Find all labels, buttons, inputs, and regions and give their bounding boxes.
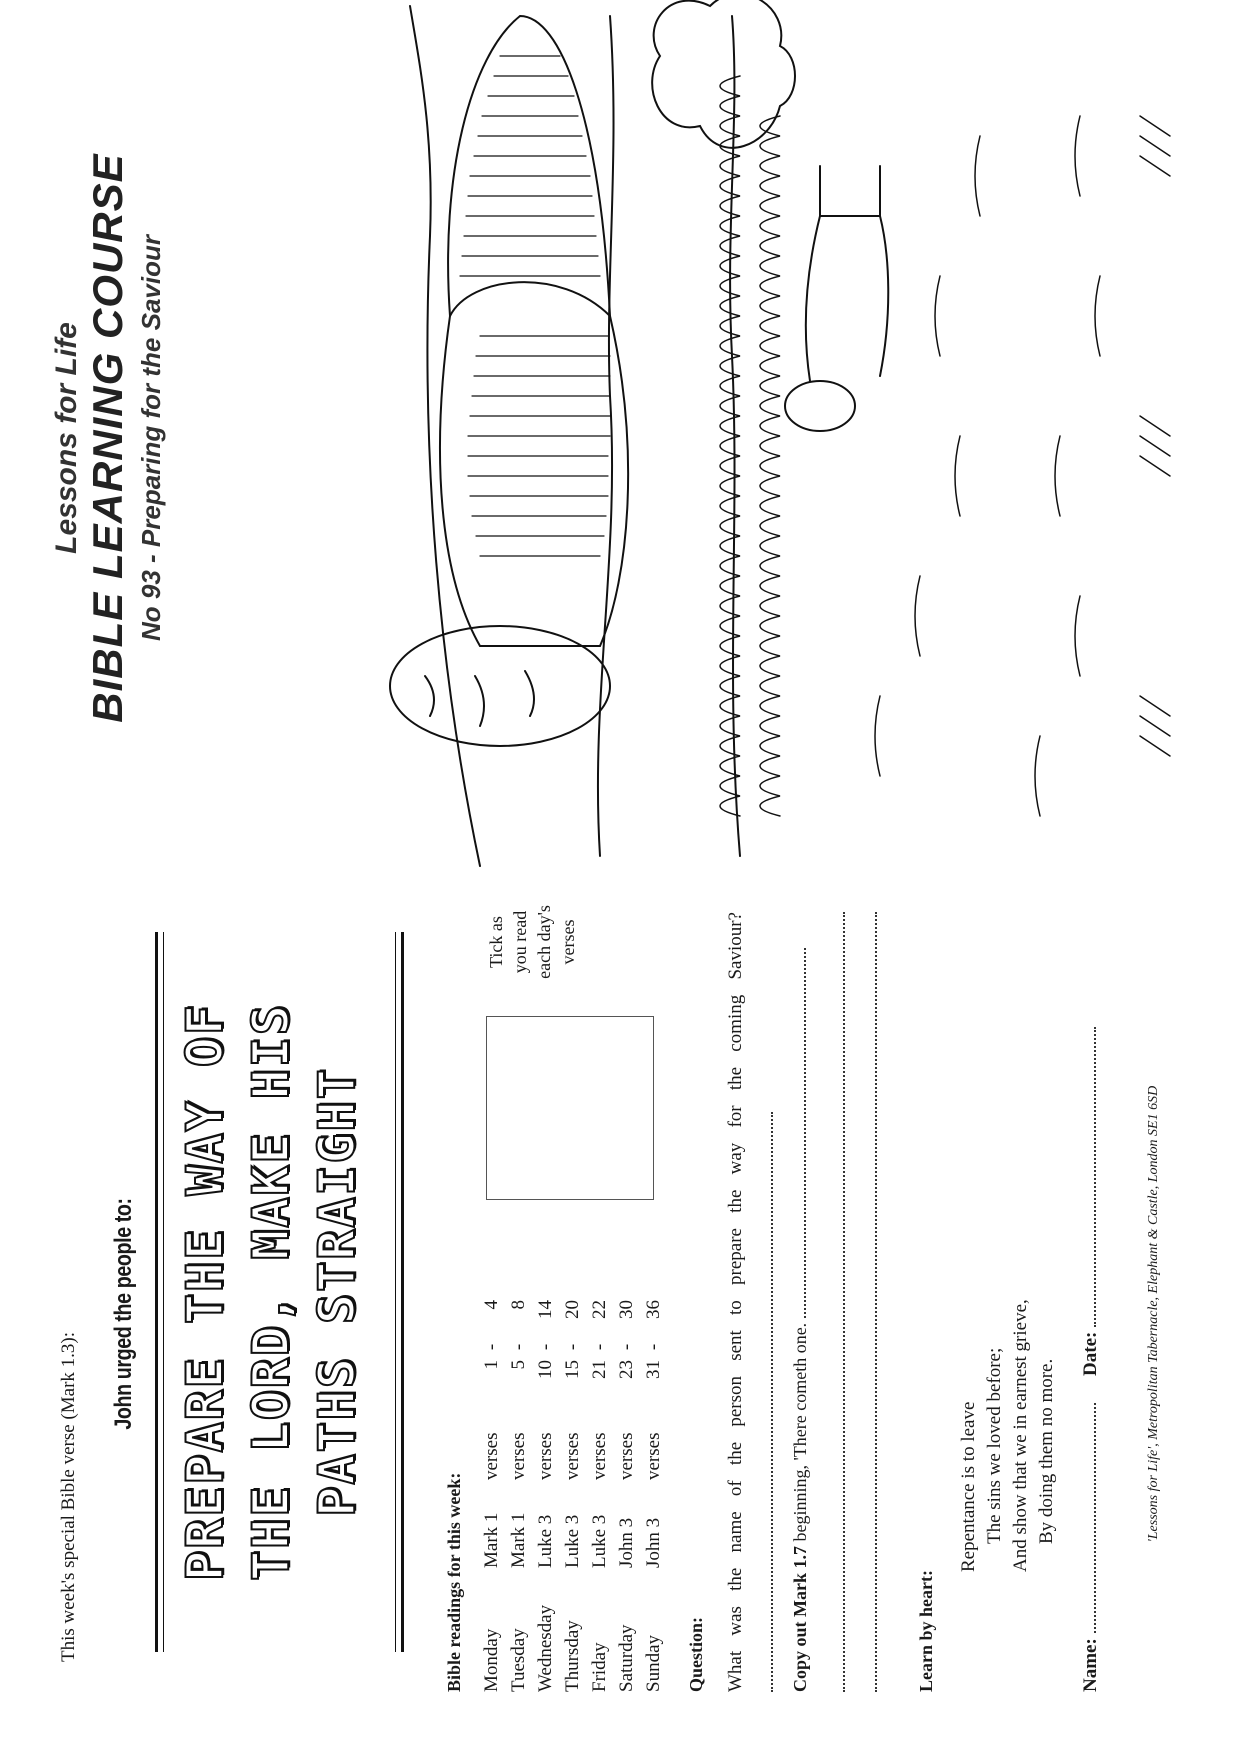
reading-dash: - <box>616 1343 637 1351</box>
verse-lead: John urged the people to: <box>110 1198 137 1430</box>
reading-day: Saturday <box>616 1624 637 1692</box>
poem-line: And show that we in earnest grieve, <box>1010 1299 1031 1572</box>
date-field[interactable] <box>1094 1027 1096 1327</box>
tick-line: verses <box>558 919 578 965</box>
reading-dash: - <box>535 1343 556 1351</box>
reading-verses-word: verses <box>562 1432 583 1480</box>
course-title: BIBLE LEARNING COURSE <box>84 153 131 723</box>
reading-day: Monday <box>481 1628 502 1692</box>
reading-verses-word: verses <box>508 1432 529 1480</box>
reading-day: Friday <box>589 1642 610 1692</box>
reading-day: Wednesday <box>535 1604 556 1692</box>
question-heading: Question: <box>686 1616 706 1692</box>
tick-line: Tick as <box>486 916 506 968</box>
reading-dash: - <box>562 1343 583 1351</box>
reading-dash: - <box>589 1343 610 1351</box>
reading-verses-word: verses <box>589 1432 610 1480</box>
reading-from: 15 <box>562 1360 583 1379</box>
reading-verses-word: verses <box>535 1432 556 1480</box>
reading-day: Tuesday <box>508 1628 529 1692</box>
reading-verses-word: verses <box>481 1432 502 1480</box>
name-date-row <box>1080 912 1102 1692</box>
reading-to: 4 <box>481 1300 502 1310</box>
verse-rule-top <box>155 932 164 1652</box>
readings-heading: Bible readings for this week: <box>444 1472 464 1692</box>
verse-line-1: PREPARE THE WAY OF <box>176 1003 234 1581</box>
reading-to: 8 <box>508 1300 529 1310</box>
reading-book: Luke 3 <box>535 1514 556 1568</box>
reading-from: 10 <box>535 1360 556 1379</box>
reading-book: Luke 3 <box>562 1514 583 1568</box>
reading-row <box>532 1300 559 1692</box>
reading-to: 30 <box>616 1300 637 1319</box>
copy-line-2[interactable] <box>842 912 845 1692</box>
verse-line-3: PATHS STRAIGHT <box>308 1067 366 1517</box>
footer-address: 'Lessons for Life', Metropolitan Tabernacle, Elephant & Castle, London SE1 6SD <box>1146 1085 1161 1543</box>
reading-row <box>640 1300 667 1692</box>
reading-dash: - <box>508 1343 529 1351</box>
special-verse-intro: This week's special Bible verse (Mark 1.3): <box>58 1331 79 1662</box>
poem-line: Repentance is to leave <box>958 1401 979 1572</box>
reading-dash: - <box>481 1343 502 1351</box>
reading-verses-word: verses <box>643 1432 664 1480</box>
date-label: Date: <box>1080 1331 1101 1376</box>
tick-line: each day's <box>534 905 554 979</box>
learn-heading: Learn by heart: <box>916 1570 936 1692</box>
reading-to: 22 <box>589 1300 610 1319</box>
reading-book: Luke 3 <box>589 1514 610 1568</box>
reading-day: Sunday <box>643 1635 664 1692</box>
reading-day: Thursday <box>562 1620 583 1692</box>
poem-line: The sins we loved before; <box>984 1347 1005 1544</box>
memory-poem <box>956 1299 1060 1572</box>
reading-from: 21 <box>589 1360 610 1379</box>
copy-line-1[interactable] <box>804 948 806 1318</box>
name-field[interactable] <box>1094 1403 1096 1633</box>
lesson-panel <box>0 876 1240 1752</box>
tick-line: you read <box>510 910 530 974</box>
tick-box[interactable] <box>486 1016 654 1200</box>
series-title: Lessons for Life <box>50 322 83 554</box>
copy-line-3[interactable] <box>874 912 877 1692</box>
reading-row <box>613 1300 640 1692</box>
copy-rest: beginning, 'There cometh one. <box>790 1322 810 1546</box>
reading-book: John 3 <box>616 1517 637 1568</box>
reading-from: 5 <box>508 1360 529 1370</box>
reading-to: 14 <box>535 1300 556 1319</box>
reading-to: 36 <box>643 1300 664 1319</box>
question-text <box>720 912 784 1692</box>
reading-row <box>586 1300 613 1692</box>
reading-verses-word: verses <box>616 1432 637 1480</box>
reading-from: 23 <box>616 1360 637 1379</box>
reading-book: Mark 1 <box>508 1512 529 1568</box>
verse-rule-bottom <box>395 932 404 1652</box>
special-verse <box>172 932 370 1652</box>
readings-table <box>478 1300 667 1692</box>
reading-book: Mark 1 <box>481 1512 502 1568</box>
answer-line[interactable] <box>771 1112 773 1692</box>
name-label: Name: <box>1080 1638 1101 1692</box>
reading-from: 31 <box>643 1360 664 1379</box>
question-body: What was the name of the person sent to prepare the way for the coming Saviour? <box>725 912 746 1692</box>
reading-from: 1 <box>481 1360 502 1370</box>
reading-book: John 3 <box>643 1517 664 1568</box>
baptism-illustration <box>180 0 1230 876</box>
reading-row <box>478 1300 505 1692</box>
reading-row <box>505 1300 532 1692</box>
verse-line-2: THE LORD, MAKE HIS <box>242 1003 300 1581</box>
copy-instruction <box>790 912 811 1692</box>
reading-row <box>559 1300 586 1692</box>
lesson-title: No 93 - Preparing for the Saviour <box>136 235 166 641</box>
poem-line: By doing them no more. <box>1036 1358 1057 1544</box>
copy-bold: Copy out Mark 1.7 <box>790 1545 810 1692</box>
reading-dash: - <box>643 1343 664 1351</box>
tick-instructions <box>484 872 580 1012</box>
reading-to: 20 <box>562 1300 583 1319</box>
